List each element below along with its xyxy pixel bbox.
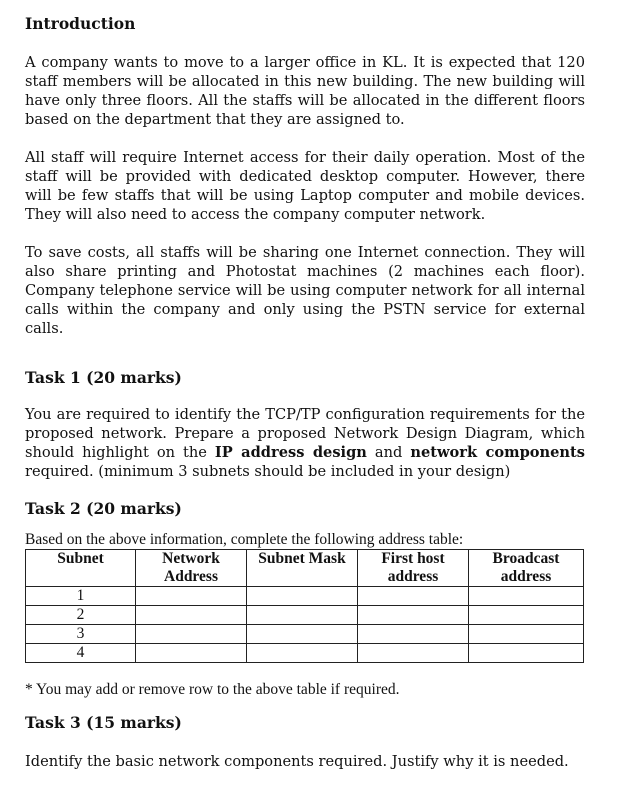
header-network-address: Network Address [136,550,247,587]
table-note: * You may add or remove row to the above table if required. [25,681,400,698]
intro-paragraph-1: A company wants to move to a larger office in KL. It is expected that 120 staff members will be allocated in this new building. The new building will have only three floors. All the staffs will be allocated in the different floors based on the department that they are assigned to. [25,54,585,128]
broadcast-cell [469,587,584,606]
header-subnet: Subnet [26,550,136,587]
header-first-host-address: First host address [358,550,469,587]
network-address-cell [136,587,247,606]
network-address-cell [136,644,247,663]
intro-paragraph-3: To save costs, all staffs will be sharing one Internet connection. They will also share printing and Photostat machines (2 machines each floor). Company telephone service will be using computer network for all internal calls within the company and only using the PSTN service for external calls. [25,244,585,337]
first-host-cell [358,644,469,663]
introduction-heading: Introduction [25,14,136,33]
network-components-emphasis: network components [410,444,585,461]
subnet-number: 2 [26,606,136,625]
task3-paragraph: Identify the basic network components required. Justify why it is needed. [25,753,569,770]
address-table-header-row [26,550,584,587]
subnet-number: 4 [26,644,136,663]
subnet-number: 1 [26,587,136,606]
table-row [26,606,584,625]
header-broadcast-address: Broadcast address [469,550,584,587]
broadcast-cell [469,625,584,644]
subnet-number: 3 [26,625,136,644]
header-subnet-mask: Subnet Mask [247,550,358,587]
table-row [26,644,584,663]
first-host-cell [358,606,469,625]
intro-paragraph-2: All staff will require Internet access for their daily operation. Most of the staff will be provided with dedicated desktop computer. However, there will be few staffs that will be using Laptop computer and mobile devices. They will also need to access the company computer network. [25,149,585,223]
network-address-cell [136,606,247,625]
address-table-caption: Based on the above information, complete the following address table: [25,531,464,548]
address-table-section [25,531,585,699]
task1-paragraph [25,405,585,481]
task1-heading: Task 1 (20 marks) [25,368,182,387]
ip-address-design-emphasis: IP address design [214,444,367,461]
task1-text-and: and [366,444,411,461]
first-host-cell [358,587,469,606]
first-host-cell [358,625,469,644]
task1-text-start: You are required to identify the TCP/TP configuration requirements for the proposed network. Prepare a proposed Network Design Diagram, which should highlight on the [25,406,585,461]
subnet-mask-cell [247,625,358,644]
subnet-mask-cell [247,644,358,663]
broadcast-cell [469,606,584,625]
subnet-mask-cell [247,587,358,606]
task1-text-end: required. (minimum 3 subnets should be included in your design) [25,463,511,480]
subnet-mask-cell [247,606,358,625]
task2-heading: Task 2 (20 marks) [25,499,182,518]
table-row [26,587,584,606]
network-address-cell [136,625,247,644]
address-table [25,549,584,663]
broadcast-cell [469,644,584,663]
task3-heading: Task 3 (15 marks) [25,713,182,732]
table-row [26,625,584,644]
document-page [25,14,585,771]
